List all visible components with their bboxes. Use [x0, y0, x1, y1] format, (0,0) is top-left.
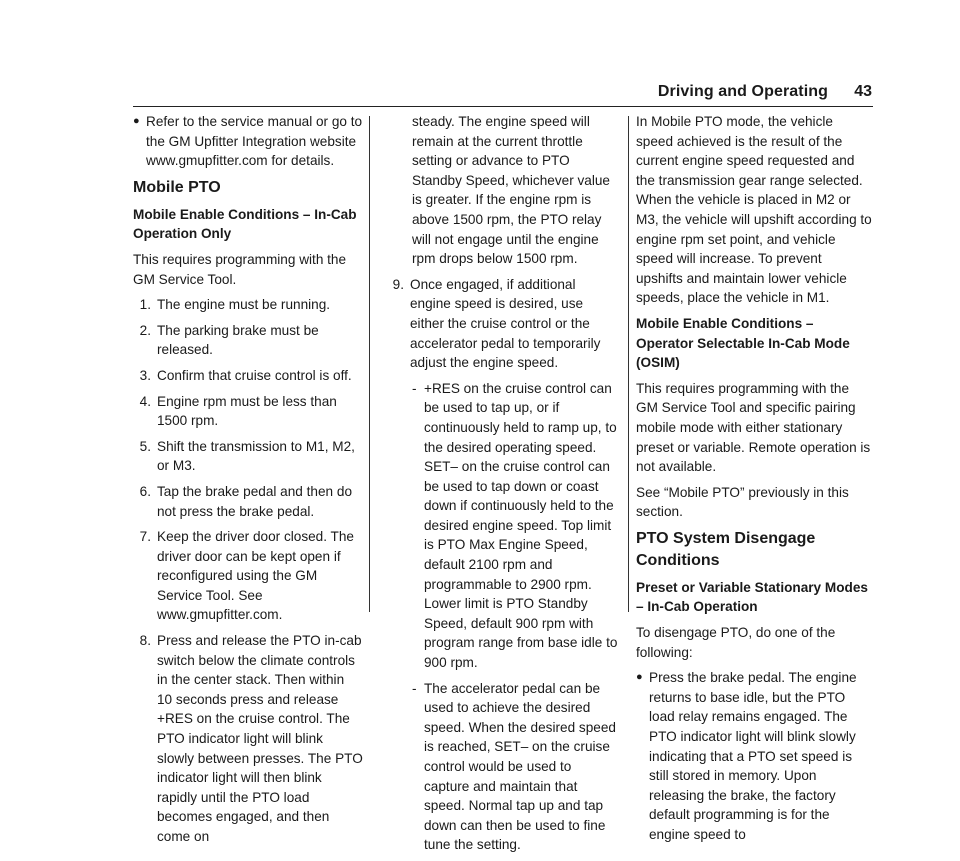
- step-item: [133, 527, 363, 625]
- dash-text: +RES on the cruise control can be used to tap up, or if continuously held to ramp up, to the desired operating speed. SET– on the cruise control can be used to tap down or coast down if continuously held to the desired engine speed. Top limit is PTO Max Engine Speed, default 2100 rpm and programmable to 2900 rpm. Lower limit is PTO Standby Speed, default 900 rpm with program range from base idle to 900 rpm.: [424, 380, 618, 671]
- step-item: [133, 631, 363, 847]
- step-text: Shift the transmission to M1, M2, or M3.: [157, 438, 355, 474]
- header-rule: [133, 106, 873, 107]
- dash-item: [412, 679, 620, 855]
- dash-text: The accelerator pedal can be used to achieve the desired speed. When the desired speed is reached, SET– on the cruise control would be used to capture and maintain that speed. Normal tap up and tap down can then be used to fine tune the setting.: [424, 680, 616, 853]
- step-item: [133, 392, 363, 431]
- paragraph-disengage-intro: To disengage PTO, do one of the following:: [636, 625, 836, 660]
- steps-list-continued: [386, 275, 620, 373]
- column-3: [636, 112, 872, 851]
- column-2: [386, 112, 620, 861]
- paragraph-see-mobile-pto: See “Mobile PTO” previously in this section.: [636, 484, 849, 520]
- steps-list: [133, 295, 363, 846]
- step-number: 7.: [139, 529, 151, 545]
- step-number: 2.: [139, 322, 151, 338]
- intro-paragraph: This requires programming with the GM Service Tool.: [133, 251, 347, 287]
- bullet-dot-icon: ●: [133, 115, 140, 127]
- step-text: Once engaged, if additional engine speed is desired, use either the cruise control or the accelerator pedal to temporarily adjust the engine speed.: [410, 276, 601, 371]
- bullet-item: [133, 112, 363, 171]
- step-number: 4.: [139, 393, 151, 409]
- column-1: [133, 112, 363, 853]
- section-title: Driving and Operating: [657, 83, 828, 100]
- step-item: [386, 275, 620, 373]
- step-number: 9.: [392, 276, 404, 292]
- step-text: The parking brake must be released.: [157, 322, 319, 358]
- heading-disengage: PTO System Disengage Conditions: [636, 529, 816, 569]
- page-header: [0, 82, 960, 106]
- step-text: Tap the brake pedal and then do not press the brake pedal.: [157, 483, 352, 519]
- step-item: [133, 321, 363, 360]
- dash-marker: ‐: [412, 380, 417, 396]
- dash-marker: ‐: [412, 680, 417, 696]
- step-8-continuation: steady. The engine speed will remain at the current throttle setting or advance to PTO Standby Speed, whichever value is greater. If the engine rpm is above 1500 rpm, the PTO relay will not engage until the engine rpm drops below 1500 rpm.: [412, 114, 610, 267]
- column-divider-2: [628, 116, 629, 612]
- subheading-osim: Mobile Enable Conditions – Operator Selectable In-Cab Mode (OSIM): [636, 315, 850, 371]
- bullet-dot-icon: ●: [636, 671, 643, 684]
- step-text: The engine must be running.: [157, 297, 331, 313]
- dash-item: [412, 379, 620, 673]
- step-number: 1.: [139, 297, 151, 313]
- page-number: 43: [854, 83, 872, 100]
- column-divider-1: [369, 116, 370, 612]
- bullet-item: [636, 668, 872, 844]
- step-item: [133, 437, 363, 476]
- step-text: Confirm that cruise control is off.: [157, 367, 352, 383]
- step-number: 6.: [139, 483, 151, 499]
- subheading-in-cab: Mobile Enable Conditions – In-Cab Operation Only: [133, 206, 357, 242]
- subheading-preset: Preset or Variable Stationary Modes – In-Cab Operation: [636, 579, 868, 615]
- paragraph-osim: This requires programming with the GM Service Tool and specific pairing mobile mode with either stationary preset or variable. Remote operation is not available.: [636, 380, 871, 475]
- step-text: Press and release the PTO in-cab switch below the climate controls in the center stack. Then within 10 seconds press and release +RES on the cruise control. The PTO indicator light will blink slowly between presses. The PTO indicator light will then blink rapidly until the PTO load becomes engaged, and then come on: [157, 633, 363, 844]
- bullet-text: Refer to the service manual or go to the GM Upfitter Integration website www.gmupfitter.com for details.: [146, 114, 363, 169]
- step-text: Keep the driver door closed. The driver door can be kept open if reconfigured using the GM Service Tool. See www.gmupfitter.com.: [157, 529, 354, 623]
- step-number: 5.: [139, 438, 151, 454]
- step-number: 8.: [139, 633, 151, 649]
- step-item: [133, 366, 363, 386]
- bullet-text: Press the brake pedal. The engine returns to base idle, but the PTO load relay remains engaged. The PTO indicator light will blink slowly indicating that a PTO set speed is still stored in memory. Upon releasing the brake, the factory default programming is for the engine speed to: [649, 670, 857, 842]
- step-item: [133, 482, 363, 521]
- step-number: 3.: [139, 367, 151, 383]
- heading-mobile-pto: Mobile PTO: [133, 178, 221, 196]
- paragraph-mobile-mode: In Mobile PTO mode, the vehicle speed achieved is the result of the current engine speed requested and the transmission gear range selected. When the vehicle is placed in M2 or M3, the vehicle will upshift according to engine rpm set point, and vehicle speed will increase. To prevent upshifts and maintain lower vehicle speeds, place the vehicle in M1.: [636, 114, 872, 306]
- step-text: Engine rpm must be less than 1500 rpm.: [157, 393, 337, 429]
- step-item: [133, 295, 363, 315]
